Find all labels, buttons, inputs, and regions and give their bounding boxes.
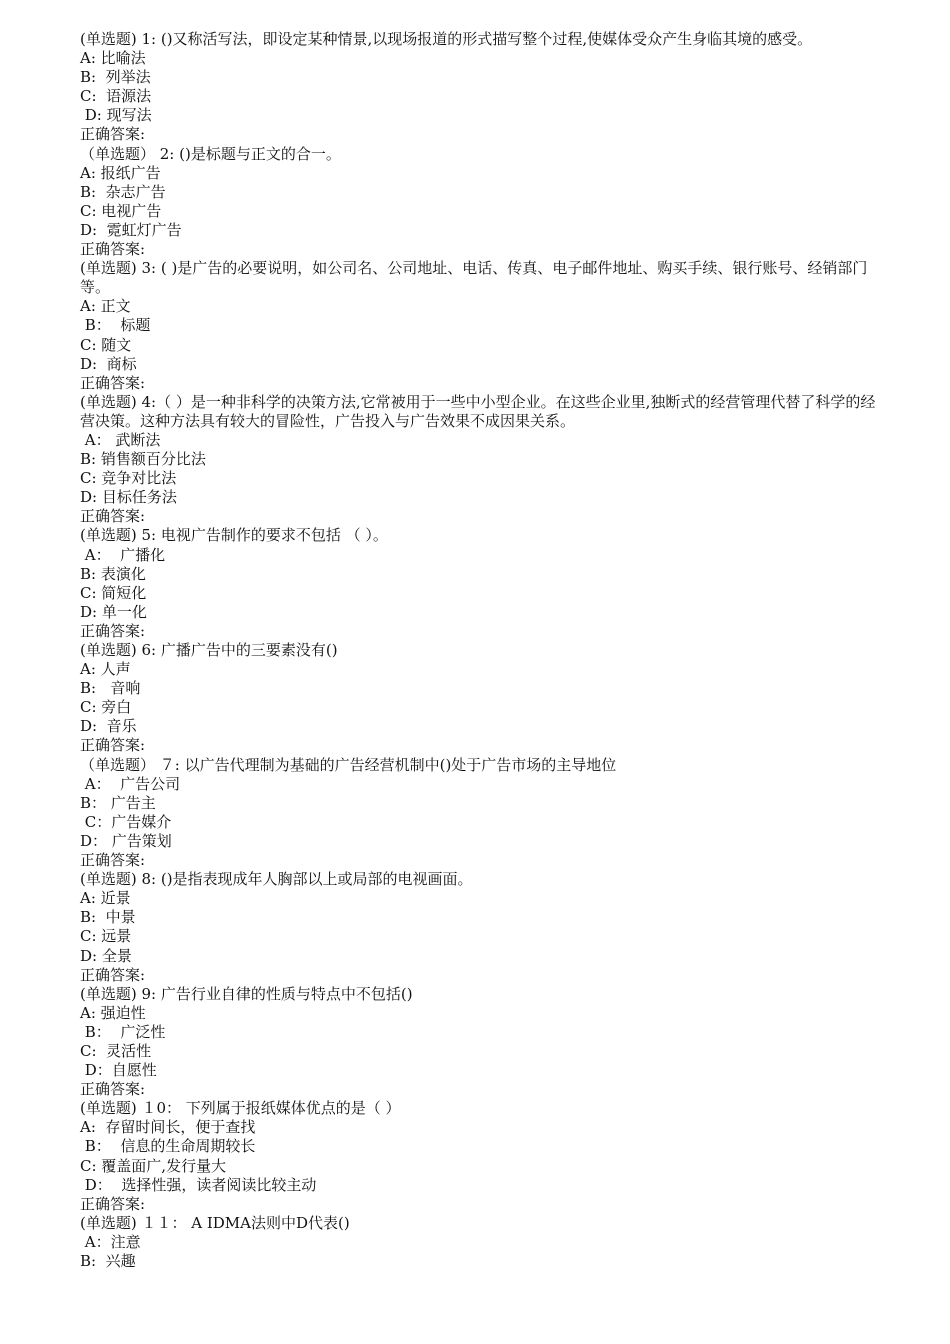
answer-option: D: 商标: [80, 354, 137, 373]
answer-option: A: 报纸广告: [80, 163, 161, 182]
answer-option: A: 比喻法: [80, 49, 146, 68]
question-block: [80, 1099, 880, 1214]
answer-option: D: 音乐: [80, 717, 137, 736]
answer-option: A: 人声: [80, 660, 131, 679]
question-stem: （单选题） ７: 以广告代理制为基础的广告经营机制中()处于广告市场的主导地位: [80, 755, 617, 774]
answer-option: D: 现写法: [80, 106, 152, 125]
answer-option: B: 兴趣: [80, 1252, 136, 1270]
answer-option: A: 正文: [80, 297, 131, 316]
answer-option: D： 选择性强，读者阅读比较主动: [80, 1175, 317, 1194]
answer-option: D： 广告策划: [80, 831, 172, 850]
question-stem: （单选题） 2: ()是标题与正文的合一。: [80, 144, 341, 163]
answer-option: A: 存留时间长，便于查找: [80, 1118, 256, 1137]
correct-answer-label: 正确答案:: [80, 851, 146, 870]
answer-option: C: 语源法: [80, 87, 152, 106]
question-block: [80, 393, 880, 527]
correct-answer-label: 正确答案:: [80, 125, 146, 144]
question-block: [80, 756, 880, 871]
correct-answer-label: 正确答案:: [80, 621, 146, 640]
answer-option: B： 信息的生命周期较长: [80, 1137, 256, 1156]
answer-option: B: 销售额百分比法: [80, 450, 206, 469]
answer-option: D: 单一化: [80, 602, 147, 621]
answer-option: C: 旁白: [80, 698, 132, 717]
question-stem: (单选题) 1: ()又称活写法，即设定某种情景,以现场报道的形式描写整个过程,使媒体受众产生身临其境的感受。: [80, 30, 813, 48]
answer-option: B： 标题: [80, 316, 151, 335]
correct-answer-label: 正确答案:: [80, 736, 146, 755]
correct-answer-label: 正确答案:: [80, 1194, 146, 1213]
question-stem: (单选题) 9: 广告行业自律的性质与特点中不包括(): [80, 984, 413, 1003]
document-body: [80, 30, 880, 1271]
answer-option: B: 列举法: [80, 68, 151, 87]
answer-option: B: 音响: [80, 679, 141, 698]
question-stem: (单选题) 4:（ ）是一种非科学的决策方法,它常被用于一些中小型企业。在这些企业里,独断式的经营管理代替了科学的经营决策。这种方法具有较大的冒险性，广告投入与广告效果不成因果关系。: [80, 392, 876, 430]
question-block: [80, 1214, 880, 1271]
answer-option: C: 随文: [80, 335, 132, 354]
answer-option: A： 武断法: [80, 430, 161, 449]
question-stem: (单选题) 3: ( )是广告的必要说明，如公司名、公司地址、电话、传真、电子邮件地址、购买手续、银行账号、经销部门等。: [80, 259, 868, 297]
answer-option: A： 广告公司: [80, 774, 181, 793]
answer-option: C: 电视广告: [80, 201, 162, 220]
answer-option: B: 杂志广告: [80, 182, 166, 201]
question-block: [80, 870, 880, 985]
question-block: [80, 641, 880, 756]
answer-option: A: 强迫性: [80, 1003, 146, 1022]
question-stem: (单选题) １0： 下列属于报纸媒体优点的是（ ）: [80, 1099, 401, 1118]
correct-answer-label: 正确答案:: [80, 1080, 146, 1099]
question-block: [80, 30, 880, 145]
question-stem: (单选题) 6: 广播广告中的三要素没有(): [80, 641, 338, 659]
question-stem: (单选题) 8: ()是指表现成年人胸部以上或局部的电视画面。: [80, 870, 473, 889]
correct-answer-label: 正确答案:: [80, 240, 146, 259]
answer-option: D：自愿性: [80, 1061, 157, 1080]
question-stem: (单选题) 5: 电视广告制作的要求不包括 （ ）。: [80, 526, 388, 545]
answer-option: C: 简短化: [80, 583, 147, 602]
answer-option: B: 表演化: [80, 564, 146, 583]
question-block: [80, 526, 880, 641]
answer-option: B： 广泛性: [80, 1022, 166, 1041]
answer-option: D: 全景: [80, 946, 132, 965]
question-block: [80, 145, 880, 260]
answer-option: C: 灵活性: [80, 1041, 152, 1060]
answer-option: A： 广播化: [80, 545, 166, 564]
answer-option: C: 覆盖面广,发行量大: [80, 1156, 227, 1175]
answer-option: C: 远景: [80, 927, 132, 946]
question-stem: (单选题) １１： A IDMA法则中D代表(): [80, 1213, 350, 1232]
question-block: [80, 985, 880, 1100]
answer-option: D: 霓虹灯广告: [80, 220, 182, 239]
answer-option: A: 近景: [80, 889, 131, 908]
question-block: [80, 259, 880, 393]
answer-option: B: 中景: [80, 908, 136, 927]
correct-answer-label: 正确答案:: [80, 373, 146, 392]
answer-option: C: 竞争对比法: [80, 469, 177, 488]
correct-answer-label: 正确答案:: [80, 507, 146, 526]
answer-option: A：注意: [80, 1232, 141, 1251]
answer-option: B： 广告主: [80, 793, 156, 812]
answer-option: D: 目标任务法: [80, 488, 177, 507]
correct-answer-label: 正确答案:: [80, 965, 146, 984]
answer-option: C：广告媒介: [80, 812, 172, 831]
